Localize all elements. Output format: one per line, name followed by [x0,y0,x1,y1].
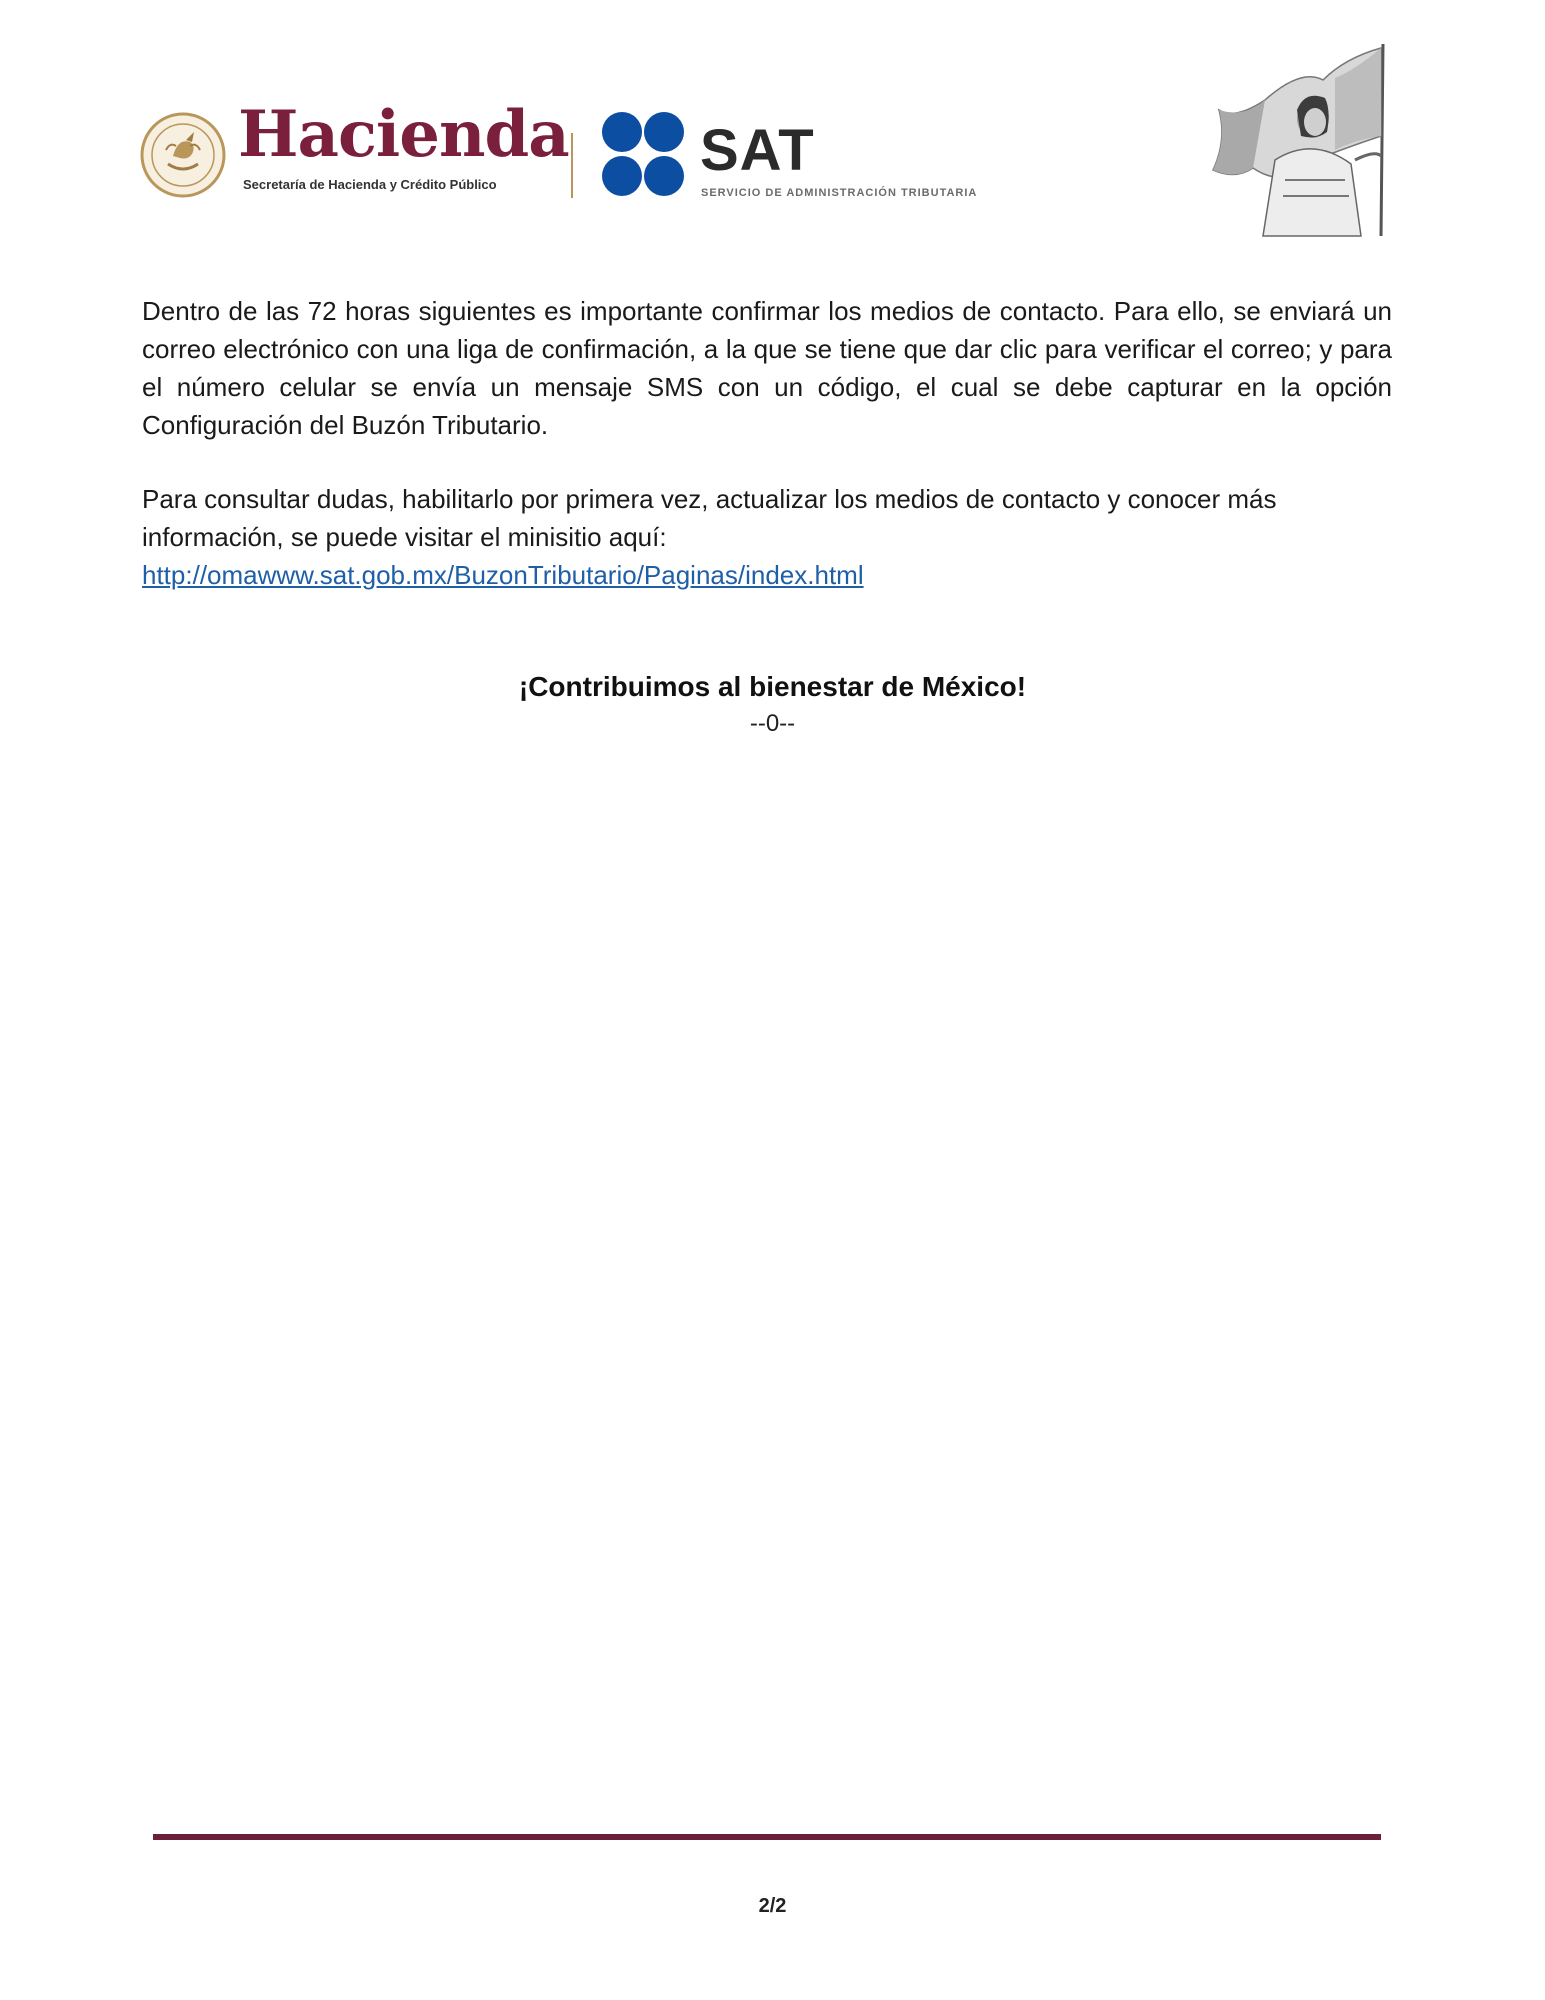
buzon-tributario-link[interactable]: http://omawww.sat.gob.mx/BuzonTributario/Paginas/index.html [142,560,864,590]
sat-dots-icon [601,111,685,197]
closing-slogan: ¡Contribuimos al bienestar de México! [518,671,1027,702]
closing-block [0,668,1545,742]
logo-divider [571,133,573,198]
hacienda-logo-subtitle: Secretaría de Hacienda y Crédito Público [243,177,497,192]
heroine-flag-illustration-icon [1205,40,1400,240]
paragraph-contact-confirmation: Dentro de las 72 horas siguientes es importante confirmar los medios de contacto. Para ello, se enviará un correo electrónico con una liga de confirmación, a la que se tiene que dar clic para verificar el correo; y para el número celular se envía un mensaje SMS con un código, el cual se debe capturar en la opción Configuración del Buzón Tributario. [142,296,1392,440]
letterhead [0,0,1545,260]
sat-logo-title: SAT [700,118,815,183]
page-number: 2/2 [758,1895,787,1917]
paragraph-more-info [142,480,1362,594]
national-seal-icon [140,112,226,198]
letter-body [142,292,1392,594]
paragraph-more-info-text: Para consultar dudas, habilitarlo por primera vez, actualizar los medios de contacto y conocer más información, se puede visitar el minisitio aquí: [142,484,1277,552]
end-mark: --0-- [749,710,796,737]
sat-logo-subtitle: SERVICIO DE ADMINISTRACIÓN TRIBUTARIA [701,187,978,199]
hacienda-logo-title: Hacienda [238,97,569,172]
footer-rule [153,1834,1381,1840]
